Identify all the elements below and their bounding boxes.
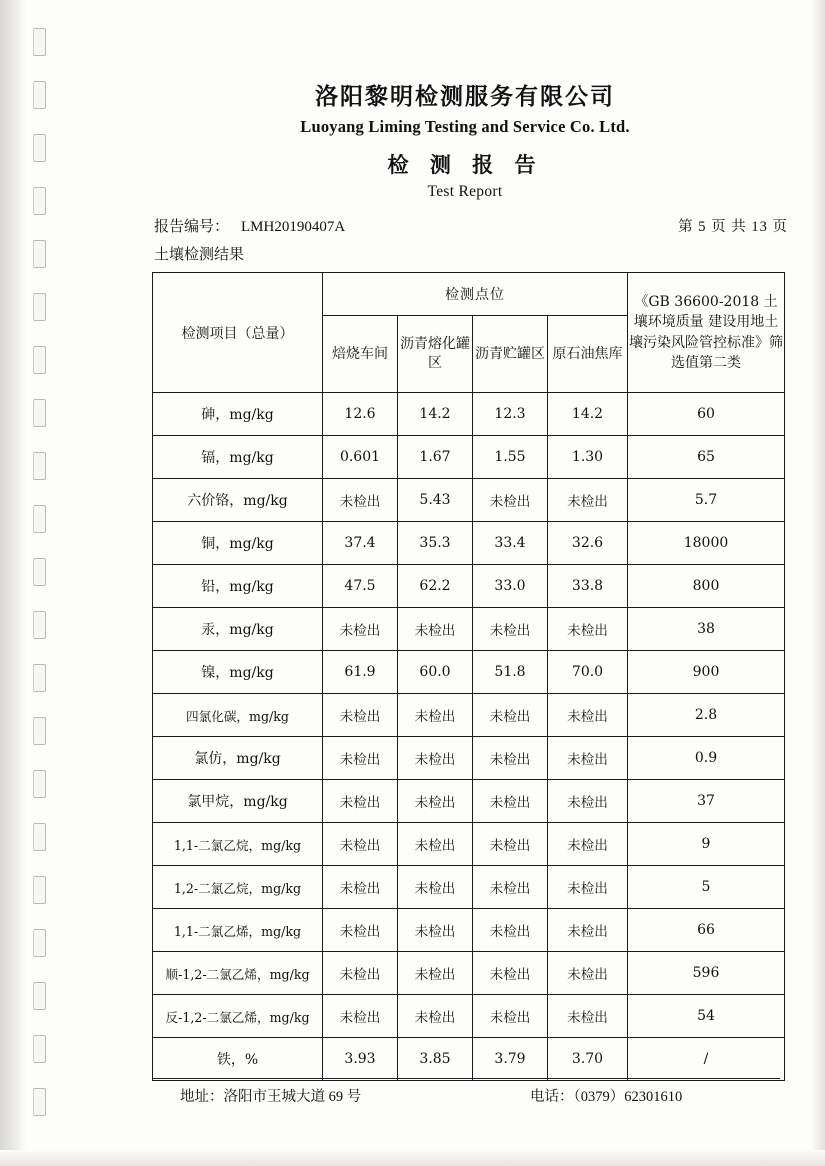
cell-value-point-2: 5.43 — [398, 479, 473, 522]
cell-value-point-1: 未检出 — [323, 995, 398, 1038]
header-cell-standard: 《GB 36600-2018 土壤环境质量 建设用地土壤污染风险管控标准》筛选值第二类 — [628, 273, 785, 393]
section-subtitle: 土壤检测结果 — [154, 247, 245, 263]
cell-standard-value: 900 — [628, 651, 785, 694]
cell-value-point-2: 未检出 — [398, 780, 473, 823]
report-title-en: Test Report — [427, 183, 503, 200]
cell-value-point-2: 未检出 — [398, 737, 473, 780]
cell-item-name: 铁，% — [153, 1038, 323, 1081]
cell-value-point-3: 未检出 — [473, 737, 548, 780]
binding-hole — [33, 187, 46, 215]
table-row — [153, 780, 785, 823]
cell-value-point-3: 未检出 — [473, 866, 548, 909]
binding-hole — [33, 293, 46, 321]
cell-item-name: 六价铬，mg/kg — [153, 479, 323, 522]
cell-standard-value: 596 — [628, 952, 785, 995]
cell-value-point-1: 未检出 — [323, 823, 398, 866]
cell-value-point-1: 61.9 — [323, 651, 398, 694]
table-row — [153, 479, 785, 522]
table-row — [153, 522, 785, 565]
binding-hole — [33, 505, 46, 533]
cell-standard-value: 60 — [628, 393, 785, 436]
scan-left-edge — [0, 0, 26, 1166]
table-row — [153, 608, 785, 651]
cell-value-point-4: 未检出 — [548, 823, 628, 866]
cell-standard-value: 18000 — [628, 522, 785, 565]
cell-item-name: 氯仿，mg/kg — [153, 737, 323, 780]
cell-value-point-4: 未检出 — [548, 995, 628, 1038]
cell-standard-value: 65 — [628, 436, 785, 479]
cell-value-point-3: 3.79 — [473, 1038, 548, 1081]
cell-standard-value: 37 — [628, 780, 785, 823]
cell-value-point-2: 未检出 — [398, 952, 473, 995]
cell-value-point-2: 未检出 — [398, 823, 473, 866]
cell-value-point-3: 33.4 — [473, 522, 548, 565]
cell-value-point-3: 未检出 — [473, 952, 548, 995]
cell-value-point-2: 未检出 — [398, 608, 473, 651]
cell-value-point-1: 47.5 — [323, 565, 398, 608]
cell-item-name: 反-1,2-二氯乙烯，mg/kg — [153, 995, 323, 1038]
cell-value-point-2: 3.85 — [398, 1038, 473, 1081]
binding-hole — [33, 982, 46, 1010]
cell-item-name: 镍，mg/kg — [153, 651, 323, 694]
cell-value-point-2: 60.0 — [398, 651, 473, 694]
company-name-cn: 洛阳黎明检测服务有限公司 — [315, 83, 615, 110]
header-cell-item: 检测项目（总量） — [153, 273, 323, 393]
cell-value-point-1: 未检出 — [323, 479, 398, 522]
cell-standard-value: 66 — [628, 909, 785, 952]
cell-standard-value: 54 — [628, 995, 785, 1038]
binding-hole — [33, 28, 46, 56]
report-number-label: 报告编号： — [154, 219, 230, 235]
cell-value-point-2: 1.67 — [398, 436, 473, 479]
table-row — [153, 436, 785, 479]
cell-value-point-2: 35.3 — [398, 522, 473, 565]
soil-results-table — [152, 272, 785, 1081]
cell-value-point-3: 未检出 — [473, 909, 548, 952]
cell-item-name: 1,1-二氯乙烷，mg/kg — [153, 823, 323, 866]
cell-value-point-3: 未检出 — [473, 479, 548, 522]
company-name-en: Luoyang Liming Testing and Service Co. Ltd. — [300, 117, 630, 136]
cell-value-point-3: 51.8 — [473, 651, 548, 694]
binding-hole — [33, 929, 46, 957]
header-cell-point-4: 原石油焦库 — [548, 316, 628, 393]
binding-hole — [33, 1088, 46, 1116]
cell-value-point-3: 未检出 — [473, 823, 548, 866]
cell-value-point-2: 未检出 — [398, 909, 473, 952]
cell-value-point-1: 未检出 — [323, 909, 398, 952]
cell-value-point-4: 未检出 — [548, 694, 628, 737]
binding-hole — [33, 611, 46, 639]
page-footer — [152, 1078, 780, 1105]
cell-item-name: 铅，mg/kg — [153, 565, 323, 608]
table-row — [153, 694, 785, 737]
table-row — [153, 393, 785, 436]
document-content — [150, 78, 788, 1081]
table-row — [153, 909, 785, 952]
cell-item-name: 四氯化碳，mg/kg — [153, 694, 323, 737]
scan-bottom-edge — [0, 1150, 825, 1166]
cell-standard-value: 38 — [628, 608, 785, 651]
cell-value-point-3: 未检出 — [473, 608, 548, 651]
binding-hole — [33, 876, 46, 904]
cell-value-point-1: 0.601 — [323, 436, 398, 479]
cell-value-point-4: 14.2 — [548, 393, 628, 436]
scan-right-edge — [811, 0, 825, 1166]
binding-hole — [33, 81, 46, 109]
cell-value-point-1: 未检出 — [323, 952, 398, 995]
cell-value-point-4: 未检出 — [548, 479, 628, 522]
binding-holes — [33, 28, 47, 1138]
cell-value-point-4: 未检出 — [548, 780, 628, 823]
footer-telephone: 电话：（0379）62301610 — [530, 1089, 683, 1105]
table-row — [153, 823, 785, 866]
cell-value-point-4: 33.8 — [548, 565, 628, 608]
cell-item-name: 镉，mg/kg — [153, 436, 323, 479]
binding-hole — [33, 558, 46, 586]
cell-standard-value: 5 — [628, 866, 785, 909]
cell-standard-value: 0.9 — [628, 737, 785, 780]
cell-value-point-4: 3.70 — [548, 1038, 628, 1081]
cell-standard-value: 9 — [628, 823, 785, 866]
cell-value-point-4: 32.6 — [548, 522, 628, 565]
table-row — [153, 952, 785, 995]
table-header-row-1 — [153, 273, 785, 316]
cell-value-point-2: 未检出 — [398, 866, 473, 909]
header-cell-points-group: 检测点位 — [323, 273, 628, 316]
cell-value-point-1: 12.6 — [323, 393, 398, 436]
binding-hole — [33, 346, 46, 374]
cell-value-point-4: 未检出 — [548, 866, 628, 909]
cell-standard-value: 2.8 — [628, 694, 785, 737]
report-number-value: LMH20190407A — [241, 219, 346, 235]
cell-item-name: 汞，mg/kg — [153, 608, 323, 651]
binding-hole — [33, 664, 46, 692]
cell-value-point-3: 12.3 — [473, 393, 548, 436]
cell-item-name: 1,1-二氯乙烯，mg/kg — [153, 909, 323, 952]
cell-value-point-4: 70.0 — [548, 651, 628, 694]
table-row — [153, 737, 785, 780]
cell-value-point-1: 未检出 — [323, 608, 398, 651]
cell-item-name: 砷，mg/kg — [153, 393, 323, 436]
table-row — [153, 651, 785, 694]
binding-hole — [33, 240, 46, 268]
table-row — [153, 1038, 785, 1081]
header-cell-point-1: 焙烧车间 — [323, 316, 398, 393]
header-cell-point-2: 沥青熔化罐区 — [398, 316, 473, 393]
cell-value-point-1: 未检出 — [323, 694, 398, 737]
cell-value-point-4: 未检出 — [548, 608, 628, 651]
cell-value-point-3: 未检出 — [473, 995, 548, 1038]
cell-value-point-4: 1.30 — [548, 436, 628, 479]
footer-address: 地址：洛阳市王城大道 69 号 — [180, 1089, 362, 1105]
page-indicator: 第 5 页 共 13 页 — [678, 219, 788, 235]
cell-item-name: 氯甲烷，mg/kg — [153, 780, 323, 823]
cell-value-point-3: 33.0 — [473, 565, 548, 608]
cell-value-point-2: 未检出 — [398, 995, 473, 1038]
cell-value-point-1: 未检出 — [323, 737, 398, 780]
cell-value-point-1: 3.93 — [323, 1038, 398, 1081]
cell-value-point-1: 未检出 — [323, 866, 398, 909]
header-cell-point-3: 沥青贮罐区 — [473, 316, 548, 393]
binding-hole — [33, 770, 46, 798]
cell-standard-value: 800 — [628, 565, 785, 608]
report-meta-row — [150, 215, 788, 237]
cell-value-point-4: 未检出 — [548, 909, 628, 952]
cell-standard-value: 5.7 — [628, 479, 785, 522]
cell-item-name: 顺-1,2-二氯乙烯，mg/kg — [153, 952, 323, 995]
report-title-cn: 检 测 报 告 — [387, 152, 543, 177]
cell-value-point-2: 未检出 — [398, 694, 473, 737]
cell-value-point-1: 37.4 — [323, 522, 398, 565]
cell-value-point-3: 未检出 — [473, 780, 548, 823]
cell-value-point-1: 未检出 — [323, 780, 398, 823]
cell-value-point-3: 1.55 — [473, 436, 548, 479]
binding-hole — [33, 452, 46, 480]
table-row — [153, 565, 785, 608]
binding-hole — [33, 717, 46, 745]
cell-value-point-3: 未检出 — [473, 694, 548, 737]
cell-value-point-4: 未检出 — [548, 737, 628, 780]
cell-item-name: 1,2-二氯乙烷，mg/kg — [153, 866, 323, 909]
binding-hole — [33, 134, 46, 162]
table-row — [153, 995, 785, 1038]
cell-value-point-2: 14.2 — [398, 393, 473, 436]
table-row — [153, 866, 785, 909]
cell-value-point-2: 62.2 — [398, 565, 473, 608]
report-number-block — [154, 215, 345, 236]
binding-hole — [33, 399, 46, 427]
cell-item-name: 铜，mg/kg — [153, 522, 323, 565]
cell-value-point-4: 未检出 — [548, 952, 628, 995]
binding-hole — [33, 823, 46, 851]
binding-hole — [33, 1035, 46, 1063]
cell-standard-value: / — [628, 1038, 785, 1081]
